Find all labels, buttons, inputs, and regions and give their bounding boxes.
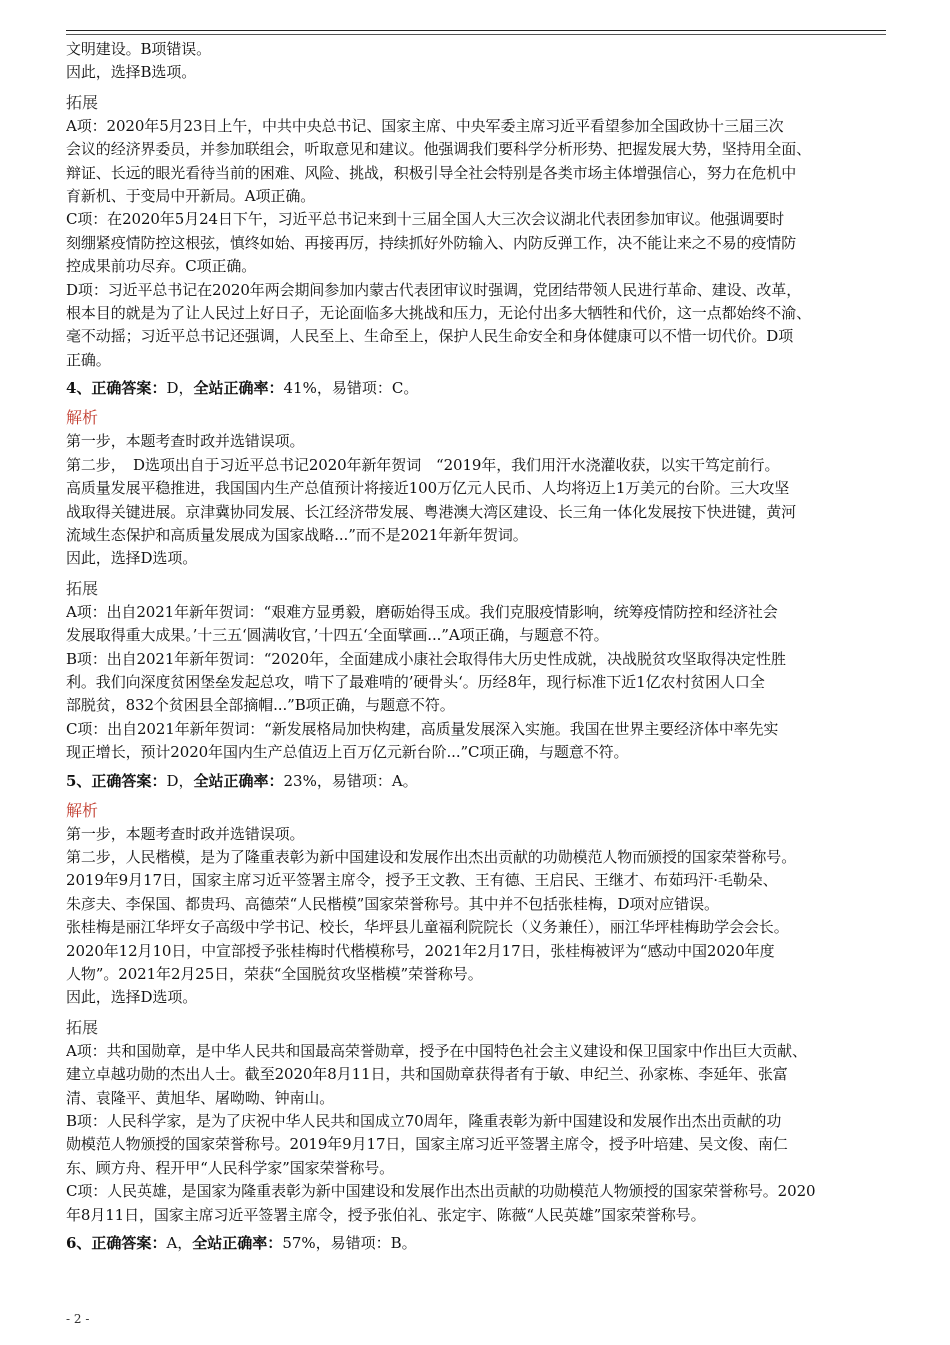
expand-heading: 拓展	[66, 578, 99, 598]
text-line: 因此，选择B选项。	[66, 63, 197, 82]
sec3-tail	[66, 38, 886, 372]
text-line: 毫不动摇；习近平总书记还强调，人民至上、生命至上，保护人民生命安全和身体健康可以不惜一切代价。D项	[66, 327, 794, 346]
text-line: 清、袁隆平、黄旭华、屠呦呦、钟南山。	[66, 1088, 335, 1107]
answer-value: D，	[166, 379, 194, 398]
text-line: C项：出自2021年新年贺词：“新发展格局加快构建，高质量发展深入实施。我国在世界主要经济体中率先实	[66, 719, 779, 738]
text-line: 根本目的就是为了让人民过上好日子，无论面临多大挑战和压力，无论付出多大牺牲和代价，这一点都始终不渝、	[66, 304, 812, 323]
answer-label: 4、正确答案：	[66, 379, 167, 398]
text-line: 建立卓越功勋的杰出人士。截至2020年8月11日，共和国勋章获得者有于敏、申纪兰、孙家栋、李延年、张富	[66, 1065, 788, 1084]
text-line: 流域生态保护和高质量发展成为国家战略...”而不是2021年新年贺词。	[66, 525, 528, 544]
text-line: 人物”。2021年2月25日，荣获“全国脱贫攻坚楷模”荣誉称号。	[66, 965, 483, 983]
page-content	[66, 38, 886, 1259]
rate-value: 57%，易错项：B。	[282, 1234, 417, 1253]
text-line: 张桂梅是丽江华坪女子高级中学书记、校长，华坪县儿童福利院院长（义务兼任），丽江华坪桂梅助学会会长。	[66, 918, 789, 937]
rate-value: 23%，易错项：A。	[283, 771, 418, 790]
text-line: 因此，选择D选项。	[66, 549, 198, 568]
text-line: B项：出自2021年新年贺词：“2020年，全面建成小康社会取得伟大历史性成就，决战脱贫攻坚取得决定性胜	[66, 649, 786, 668]
rate-label: 全站正确率：	[193, 379, 284, 398]
text-line: 第二步， D选项出自于习近平总书记2020年新年贺词 “2019年，我们用汗水浇灌收获，以实干笃定前行。	[66, 455, 780, 474]
text-line: 发展取得重大成果。’十三五‘圆满收官，’十四五‘全面擘画...”A项正确，与题意不符。	[66, 626, 609, 645]
text-line: 辩证、长远的眼光看待当前的困难、风险、挑战，积极引导全社会特别是各类市场主体增强信心，努力在危机中	[66, 163, 797, 182]
answer-label: 6、正确答案：	[66, 1234, 167, 1253]
text-line: 战取得关键进展。京津冀协同发展、长江经济带发展、粤港澳大湾区建设、长三角一体化发展按下快进键，黄河	[66, 502, 797, 521]
answer-line	[66, 769, 886, 793]
answer-line	[66, 1231, 886, 1255]
answer-label: 5、正确答案：	[66, 771, 167, 790]
text-line: A项：2020年5月23日上午，中共中央总书记、国家主席、中央军委主席习近平看望参加全国政协十三届三次	[66, 116, 784, 135]
analysis-heading: 解析	[66, 800, 99, 820]
answer-line	[66, 376, 886, 400]
rate-label: 全站正确率：	[192, 1234, 283, 1253]
text-line: 控成果前功尽弃。C项正确。	[66, 257, 257, 276]
text-line: 因此，选择D选项。	[66, 988, 198, 1007]
text-line: 刻绷紧疫情防控这根弦，慎终如始、再接再厉，持续抓好外防输入、内防反弹工作，决不能让来之不易的疫情防	[66, 233, 797, 252]
text-line: 2020年12月10日，中宣部授予张桂梅时代楷模称号，2021年2月17日，张桂梅被评为“感动中国2020年度	[66, 941, 775, 960]
text-line: C项：人民英雄，是国家为隆重表彰为新中国建设和发展作出杰出贡献的功勋模范人物颁授的国家荣誉称号。2020	[66, 1182, 816, 1201]
text-line: 年8月11日，国家主席习近平签署主席令，授予张伯礼、张定宇、陈薇“人民英雄”国家荣誉称号。	[66, 1205, 706, 1224]
header-rule-thin	[66, 34, 886, 35]
text-line: 现正增长，预计2020年国内生产总值迈上百万亿元新台阶...”C项正确，与题意不符。	[66, 743, 629, 762]
text-line: 部脱贫，832个贫困县全部摘帽...”B项正确，与题意不符。	[66, 696, 455, 715]
text-line: B项：人民科学家，是为了庆祝中华人民共和国成立70周年，隆重表彰为新中国建设和发展作出杰出贡献的功	[66, 1112, 782, 1131]
text-line: 第一步，本题考查时政并选错误项。	[66, 824, 305, 843]
text-line: 正确。	[66, 350, 111, 369]
answer-value: A，	[166, 1234, 193, 1253]
expand-heading: 拓展	[66, 1017, 99, 1037]
text-line: A项：共和国勋章，是中华人民共和国最高荣誉勋章，授予在中国特色社会主义建设和保卫国家中作出巨大贡献、	[66, 1041, 807, 1060]
text-line: C项：在2020年5月24日下午，习近平总书记来到十三届全国人大三次会议湖北代表团参加审议。他强调要时	[66, 210, 785, 229]
text-line: 利。我们向深度贫困堡垒发起总攻，啃下了最难啃的’硬骨头‘。历经8年，现行标准下近1亿农村贫困人口全	[66, 672, 765, 691]
question-5	[66, 769, 886, 1228]
rate-label: 全站正确率：	[193, 771, 284, 790]
text-line: 高质量发展平稳推进，我国国内生产总值预计将接近100万亿元人民币、人均将迈上1万美元的台阶。三大攻坚	[66, 479, 790, 498]
text-line: 第二步，人民楷模，是为了隆重表彰为新中国建设和发展作出杰出贡献的功勋模范人物而颁授的国家荣誉称号。	[66, 847, 797, 866]
text-line: 东、顾方舟、程开甲“人民科学家”国家荣誉称号。	[66, 1158, 395, 1177]
header-rule	[66, 30, 886, 31]
question-6	[66, 1231, 886, 1255]
rate-value: 41%，易错项：C。	[283, 379, 419, 398]
expand-heading: 拓展	[66, 92, 99, 112]
text-line: 会议的经济界委员，并参加联组会，听取意见和建议。他强调我们要科学分析形势、把握发展大势，坚持用全面、	[66, 140, 812, 159]
answer-value: D，	[166, 771, 194, 790]
text-line: D项：习近平总书记在2020年两会期间参加内蒙古代表团审议时强调，党团结带领人民进行革命、建设、改革，	[66, 280, 802, 299]
question-4	[66, 376, 886, 764]
text-line: 文明建设。B项错误。	[66, 40, 212, 58]
text-line: 朱彦夫、李保国、都贵玛、高德荣“人民楷模”国家荣誉称号。其中并不包括张桂梅，D项对应错误。	[66, 894, 719, 913]
page-number: - 2 -	[66, 1312, 90, 1326]
text-line: A项：出自2021年新年贺词：“艰难方显勇毅，磨砺始得玉成。我们克服疫情影响，统筹疫情防控和经济社会	[66, 602, 778, 621]
text-line: 育新机、于变局中开新局。A项正确。	[66, 187, 316, 206]
text-line: 2019年9月17日，国家主席习近平签署主席令，授予王文教、王有德、王启民、王继才、布茹玛汗·毛勒朵、	[66, 871, 778, 890]
text-line: 第一步，本题考查时政并选错误项。	[66, 432, 305, 451]
analysis-heading: 解析	[66, 408, 99, 428]
text-line: 勋模范人物颁授的国家荣誉称号。2019年9月17日，国家主席习近平签署主席令，授予叶培建、吴文俊、南仁	[66, 1135, 788, 1154]
